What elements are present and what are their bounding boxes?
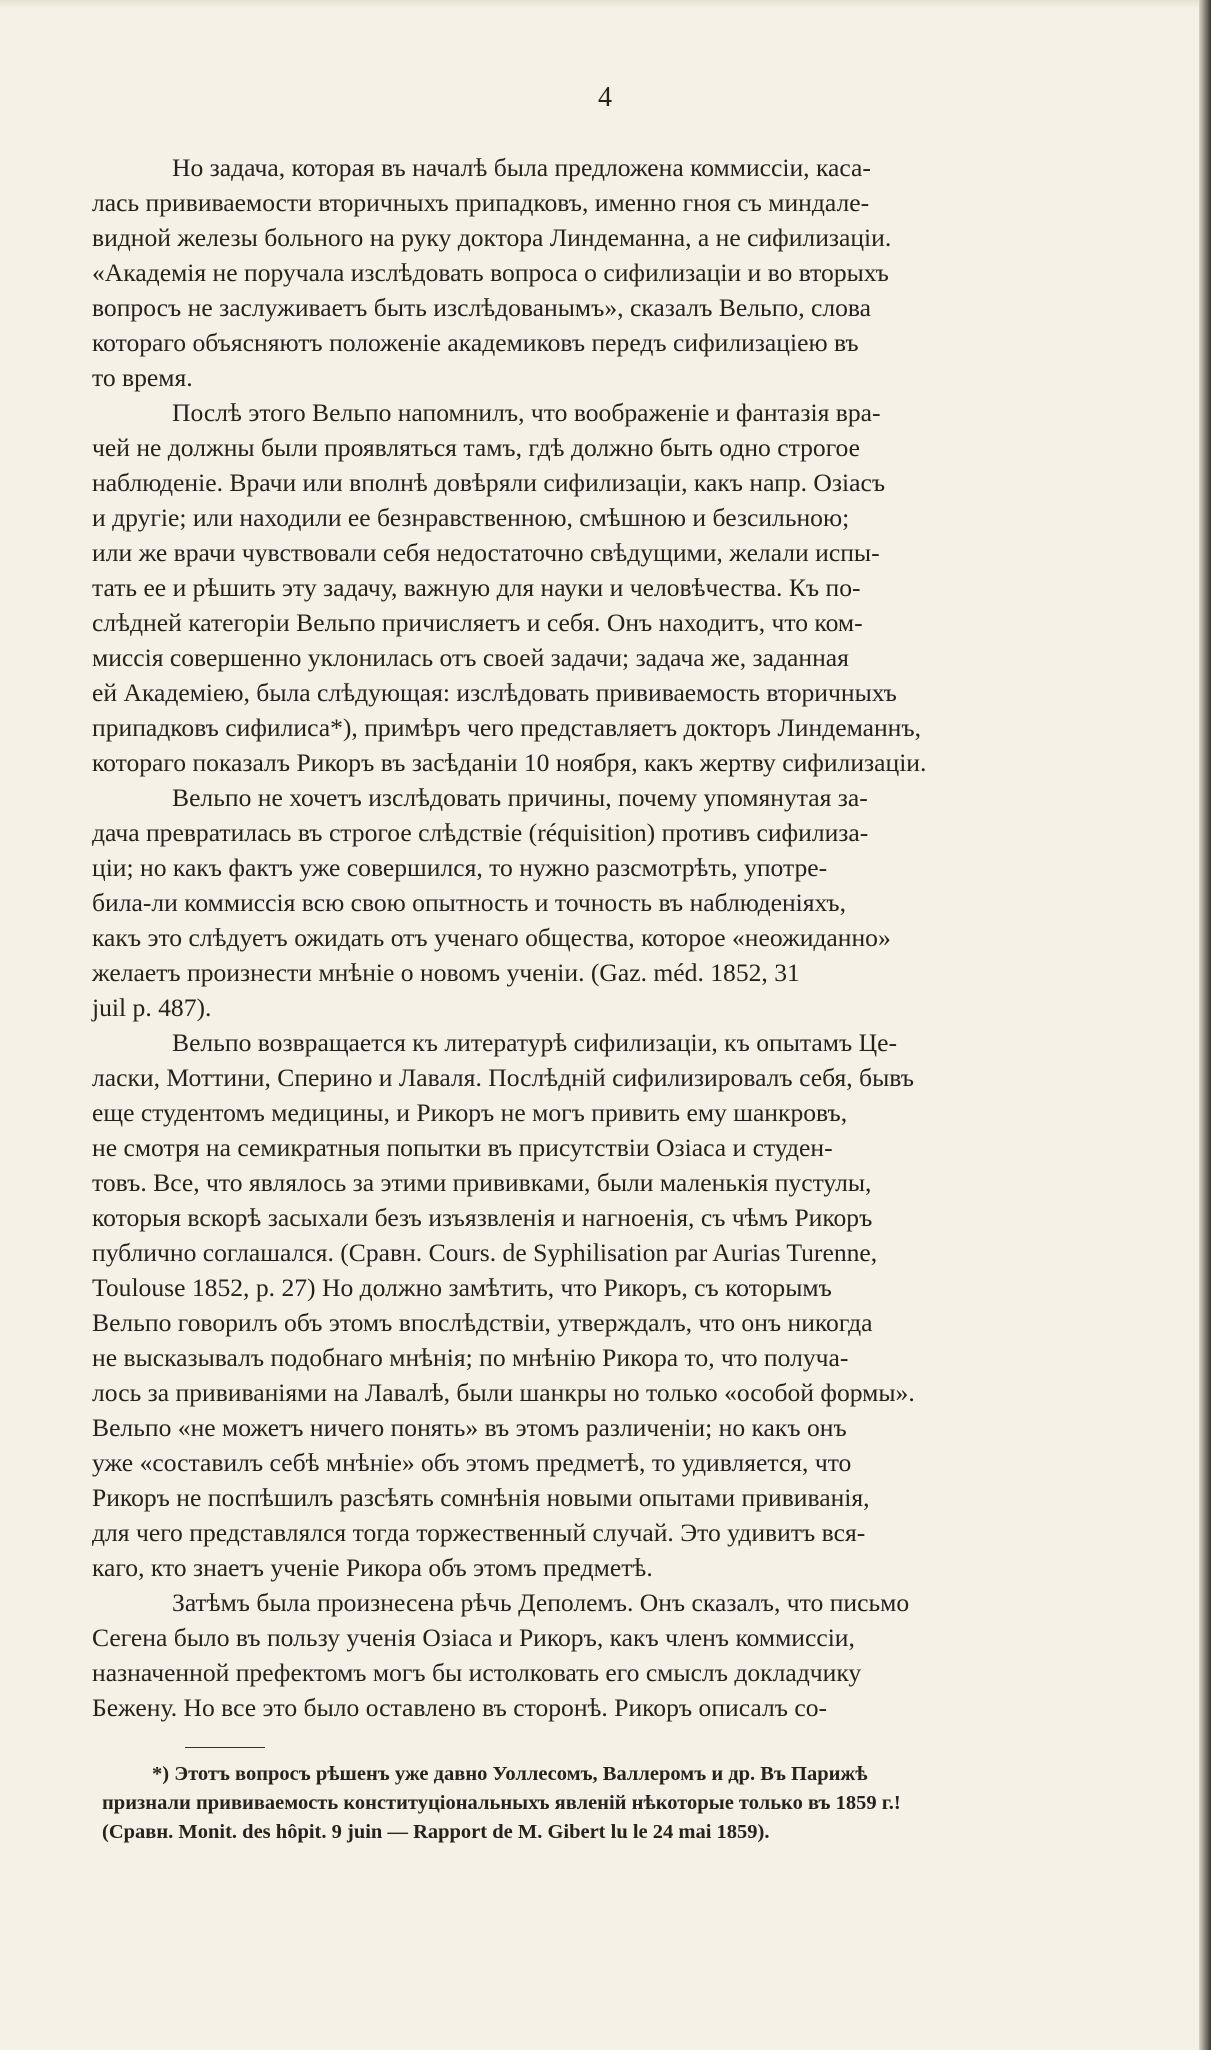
text-line: уже «составилъ себѣ мнѣніе» объ этомъ предметѣ, то удивляется, что — [92, 1448, 852, 1477]
text-line: не высказывалъ подобнаго мнѣнія; по мнѣнію Рикора то, что получа- — [92, 1343, 849, 1372]
text-line: желаетъ произнести мнѣніе о новомъ ученіи. (Gaz. méd. 1852, 31 — [92, 958, 800, 987]
text-line: какъ это слѣдуетъ ожидать отъ ученаго общества, которое «неожиданно» — [92, 923, 891, 952]
text-line: била-ли коммиссія всю свою опытность и точность въ наблюденіяхъ, — [92, 888, 847, 917]
text-line: ласки, Моттини, Сперино и Лаваля. Послѣдній сифилизировалъ себя, бывъ — [92, 1063, 914, 1092]
text-line: для чего представлялся тогда торжественный случай. Это удивитъ вся- — [92, 1518, 866, 1547]
text-line: juil p. 487). — [92, 993, 212, 1022]
page-binding-edge — [1199, 0, 1211, 2050]
text-line: каго, кто знаетъ ученіе Рикора объ этомъ предметѣ. — [92, 1553, 653, 1582]
text-line: «Академія не поручала изслѣдовать вопроса о сифилизаціи и во вторыхъ — [92, 258, 889, 287]
text-line: Бежену. Но все это было оставлено въ сторонѣ. Рикоръ описалъ со- — [92, 1693, 828, 1722]
text-line: лось за прививаніями на Лавалѣ, были шанкры но только «особой формы». — [92, 1378, 915, 1407]
text-line: Послѣ этого Вельпо напомнилъ, что воображеніе и фантазія вра- — [172, 398, 881, 427]
footnote-line: *) Этотъ вопросъ рѣшенъ уже давно Уоллесомъ, Валлеромъ и др. Въ Парижѣ — [152, 1763, 868, 1785]
body-text — [92, 150, 1184, 1725]
footnote — [102, 1760, 1182, 1847]
text-line: Вельпо возвращается къ литературѣ сифилизаціи, къ опытамъ Це- — [172, 1028, 897, 1057]
page-top-shadow — [0, 0, 1199, 8]
text-line: Сегена было въ пользу ученія Озіаса и Рикоръ, какъ членъ коммиссіи, — [92, 1623, 855, 1652]
text-line: котораго объясняютъ положеніе академиковъ передъ сифилизаціею въ — [92, 328, 859, 357]
text-line: вопросъ не заслуживаетъ быть изслѣдованымъ», сказалъ Вельпо, слова — [92, 293, 872, 322]
text-line: или же врачи чувствовали себя недостаточно свѣдущими, желали испы- — [92, 538, 880, 567]
page-number: 4 — [598, 82, 613, 113]
footnote-line: признали прививаемость конституціональныхъ явленій нѣкоторые только въ 1859 г.! — [102, 1792, 901, 1814]
text-line: то время. — [92, 363, 193, 392]
text-line: Вельпо не хочетъ изслѣдовать причины, почему упомянутая за- — [172, 783, 868, 812]
text-line: наблюденіе. Врачи или вполнѣ довѣряли сифилизаціи, какъ напр. Озіасъ — [92, 468, 886, 497]
text-line: котораго показалъ Рикоръ въ засѣданіи 10 ноября, какъ жертву сифилизаціи. — [92, 748, 927, 777]
text-line: Вельпо «не можетъ ничего понять» въ этомъ различеніи; но какъ онъ — [92, 1413, 847, 1442]
text-line: Toulouse 1852, p. 27) Но должно замѣтить, что Рикоръ, съ которымъ — [92, 1273, 832, 1302]
footnote-divider — [185, 1747, 265, 1748]
text-line: миссія совершенно уклонилась отъ своей задачи; задача же, заданная — [92, 643, 849, 672]
text-line: еще студентомъ медицины, и Рикоръ не могъ привить ему шанкровъ, — [92, 1098, 848, 1127]
text-line: товъ. Все, что являлось за этими прививками, были маленькія пустулы, — [92, 1168, 872, 1197]
text-line: назначенной префектомъ могъ бы истолковать его смыслъ докладчику — [92, 1658, 862, 1687]
text-line: дача превратилась въ строгое слѣдствіе (réquisition) противъ сифилиза- — [92, 818, 869, 847]
text-line: припадковъ сифилиса*), примѣръ чего представляетъ докторъ Линдеманнъ, — [92, 713, 921, 742]
text-line: чей не должны были проявляться тамъ, гдѣ должно быть одно строгое — [92, 433, 861, 462]
text-line: Но задача, которая въ началѣ была предложена коммиссіи, каса- — [172, 153, 871, 182]
footnote-line: (Сравн. Monit. des hôpit. 9 juin — Rapport de M. Gibert lu le 24 mai 1859). — [102, 1821, 770, 1843]
text-line: не смотря на семикратныя попытки въ присутствіи Озіаса и студен- — [92, 1133, 833, 1162]
text-line: лась прививаемости вторичныхъ припадковъ, именно гноя съ миндале- — [92, 188, 870, 217]
text-line: ей Академіею, была слѣдующая: изслѣдовать прививаемость вторичныхъ — [92, 678, 897, 707]
text-line: Вельпо говорилъ объ этомъ впослѣдствіи, утверждалъ, что онъ никогда — [92, 1308, 873, 1337]
text-line: видной железы больного на руку доктора Линдеманна, а не сифилизаціи. — [92, 223, 892, 252]
text-line: тать ее и рѣшить эту задачу, важную для науки и человѣчества. Къ по- — [92, 573, 861, 602]
text-line: ціи; но какъ фактъ уже совершился, то нужно разсмотрѣть, употре- — [92, 853, 828, 882]
text-line: и другіе; или находили ее безнравственною, смѣшною и безсильною; — [92, 503, 850, 532]
text-line: публично соглашался. (Сравн. Cours. de Syphilisation par Aurias Turenne, — [92, 1238, 878, 1267]
text-line: Рикоръ не поспѣшилъ разсѣять сомнѣнія новыми опытами прививанія, — [92, 1483, 870, 1512]
text-line: слѣдней категоріи Вельпо причисляетъ и себя. Онъ находитъ, что ком- — [92, 608, 863, 637]
text-line: Затѣмъ была произнесена рѣчь Деполемъ. Онъ сказалъ, что письмо — [172, 1588, 910, 1617]
text-line: которыя вскорѣ засыхали безъ изъязвленія и нагноенія, съ чѣмъ Рикоръ — [92, 1203, 873, 1232]
